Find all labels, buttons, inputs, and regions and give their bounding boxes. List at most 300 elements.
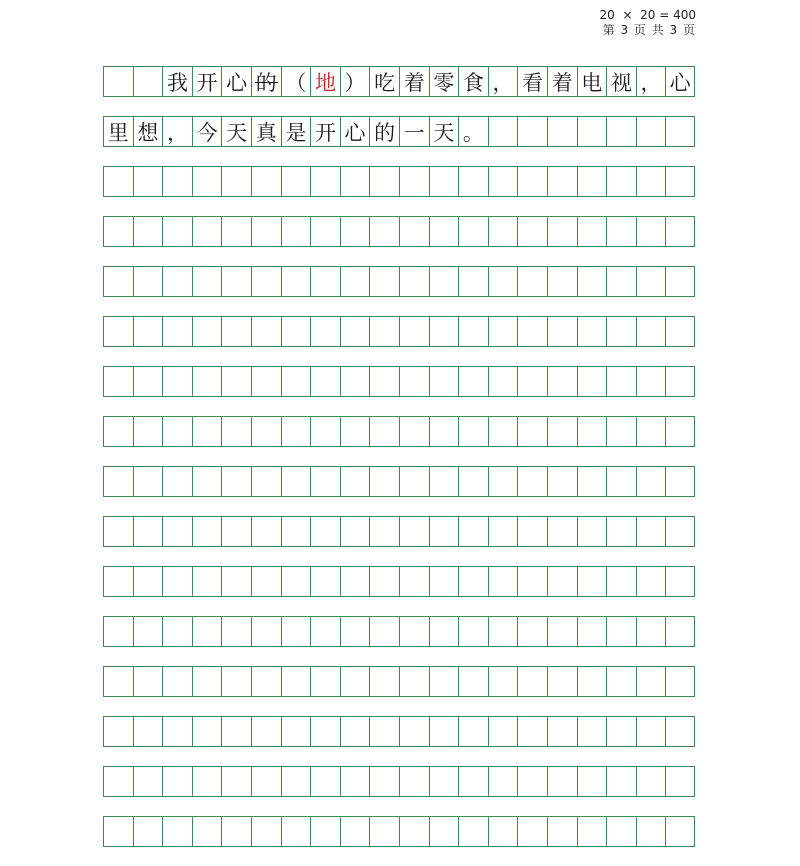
grid-cell <box>429 767 459 796</box>
grid-cell <box>192 767 222 796</box>
grid-cell <box>251 767 281 796</box>
grid-cell <box>429 167 459 196</box>
grid-cell <box>606 617 636 646</box>
grid-cell <box>310 417 340 446</box>
grid-cell <box>399 517 429 546</box>
grid-cell <box>133 167 163 196</box>
grid-cell <box>399 217 429 246</box>
grid-cell <box>577 167 607 196</box>
grid-cell <box>340 517 370 546</box>
grid-cell <box>340 467 370 496</box>
grid-cell <box>399 567 429 596</box>
grid-cell <box>547 467 577 496</box>
grid-cell <box>429 817 459 846</box>
grid-cell <box>458 567 488 596</box>
grid-cell <box>103 567 133 596</box>
grid-cell <box>488 817 518 846</box>
grid-cell <box>547 217 577 246</box>
grid-cell <box>221 717 251 746</box>
grid-cell <box>251 417 281 446</box>
grid-cell <box>192 517 222 546</box>
grid-cell <box>192 717 222 746</box>
grid-cell <box>517 667 547 696</box>
grid-cell: ， <box>488 67 518 96</box>
grid-cell <box>636 117 666 146</box>
grid-cell <box>429 467 459 496</box>
grid-cell <box>606 567 636 596</box>
grid-cell <box>517 367 547 396</box>
grid-cell <box>103 817 133 846</box>
grid-cell <box>488 617 518 646</box>
grid-cell <box>458 817 488 846</box>
grid-cell <box>221 417 251 446</box>
grid-cell <box>281 167 311 196</box>
writing-grid <box>103 66 695 866</box>
grid-cell: 想 <box>133 117 163 146</box>
grid-cell <box>488 317 518 346</box>
grid-cell <box>369 717 399 746</box>
grid-cell: 着 <box>547 67 577 96</box>
grid-cell <box>399 317 429 346</box>
grid-row <box>103 166 695 197</box>
grid-cell <box>251 217 281 246</box>
grid-cell <box>103 667 133 696</box>
grid-cell <box>340 317 370 346</box>
grid-cell <box>458 267 488 296</box>
grid-cell: 视 <box>606 67 636 96</box>
grid-cell <box>192 617 222 646</box>
grid-cell <box>429 517 459 546</box>
grid-cell <box>192 217 222 246</box>
grid-cell <box>636 217 666 246</box>
grid-cell <box>192 267 222 296</box>
grid-cell <box>162 567 192 596</box>
grid-cell <box>517 467 547 496</box>
grid-cell <box>281 567 311 596</box>
grid-cell <box>162 467 192 496</box>
grid-cell <box>310 667 340 696</box>
grid-cell <box>458 317 488 346</box>
grid-cell <box>517 767 547 796</box>
grid-cell <box>636 817 666 846</box>
grid-cell <box>547 567 577 596</box>
grid-cell <box>162 817 192 846</box>
grid-cell <box>103 517 133 546</box>
grid-cell <box>103 417 133 446</box>
grid-cell: 真 <box>251 117 281 146</box>
grid-cell <box>369 217 399 246</box>
grid-cell <box>488 167 518 196</box>
grid-cell <box>310 317 340 346</box>
grid-cell <box>281 617 311 646</box>
grid-cell <box>488 567 518 596</box>
grid-cell <box>340 217 370 246</box>
grid-cell <box>429 217 459 246</box>
grid-cell <box>606 467 636 496</box>
grid-cell: 天 <box>429 117 459 146</box>
grid-cell <box>340 367 370 396</box>
grid-cell: 一 <box>399 117 429 146</box>
grid-cell <box>162 167 192 196</box>
grid-cell <box>369 817 399 846</box>
grid-cell <box>133 317 163 346</box>
grid-cell <box>517 717 547 746</box>
grid-cell <box>488 117 518 146</box>
grid-cell <box>162 367 192 396</box>
grid-cell <box>310 467 340 496</box>
grid-cell <box>517 417 547 446</box>
grid-cell <box>636 267 666 296</box>
grid-cell <box>310 217 340 246</box>
grid-cell <box>103 617 133 646</box>
grid-cell <box>488 667 518 696</box>
grid-cell <box>340 417 370 446</box>
grid-cell <box>192 567 222 596</box>
grid-row <box>103 366 695 397</box>
grid-cell: 地 <box>310 67 340 96</box>
grid-cell <box>636 167 666 196</box>
grid-cell <box>133 817 163 846</box>
grid-row <box>103 466 695 497</box>
grid-cell <box>458 467 488 496</box>
grid-cell: 里 <box>103 117 133 146</box>
grid-cell <box>369 167 399 196</box>
grid-cell <box>636 467 666 496</box>
grid-cell <box>369 267 399 296</box>
grid-cell: 。 <box>458 117 488 146</box>
grid-cell <box>488 517 518 546</box>
grid-cell <box>429 367 459 396</box>
grid-cell <box>221 817 251 846</box>
grid-cell <box>665 617 695 646</box>
grid-cell <box>547 517 577 546</box>
grid-cell <box>577 667 607 696</box>
grid-cell <box>133 217 163 246</box>
grid-cell: 心 <box>340 117 370 146</box>
grid-cell <box>429 317 459 346</box>
grid-cell <box>577 517 607 546</box>
grid-cell <box>399 617 429 646</box>
grid-cell <box>577 317 607 346</box>
grid-cell <box>458 217 488 246</box>
grid-row <box>103 116 695 147</box>
grid-cell <box>399 467 429 496</box>
grid-cell <box>340 617 370 646</box>
grid-cell <box>133 267 163 296</box>
grid-cell <box>281 417 311 446</box>
grid-cell <box>103 317 133 346</box>
grid-cell <box>488 767 518 796</box>
grid-row <box>103 616 695 647</box>
grid-cell <box>251 167 281 196</box>
grid-cell <box>458 517 488 546</box>
grid-cell <box>162 317 192 346</box>
grid-cell <box>133 517 163 546</box>
grid-cell <box>517 267 547 296</box>
grid-cell <box>192 417 222 446</box>
grid-cell <box>577 817 607 846</box>
grid-cell <box>429 267 459 296</box>
grid-cell <box>251 617 281 646</box>
grid-cell <box>665 417 695 446</box>
grid-cell <box>192 367 222 396</box>
grid-cell: ） <box>340 67 370 96</box>
grid-cell <box>133 717 163 746</box>
grid-cell <box>162 667 192 696</box>
grid-cell: 食 <box>458 67 488 96</box>
grid-cell: 吃 <box>369 67 399 96</box>
grid-cell <box>577 767 607 796</box>
grid-cell <box>577 467 607 496</box>
grid-cell <box>340 717 370 746</box>
grid-cell <box>192 467 222 496</box>
grid-cell <box>103 367 133 396</box>
grid-cell <box>340 667 370 696</box>
page-header <box>600 8 696 38</box>
grid-cell <box>310 367 340 396</box>
grid-cell <box>547 367 577 396</box>
grid-cell <box>429 667 459 696</box>
grid-cell: 零 <box>429 67 459 96</box>
grid-cell <box>636 367 666 396</box>
grid-cell <box>517 817 547 846</box>
grid-cell <box>606 767 636 796</box>
grid-cell <box>577 717 607 746</box>
grid-cell <box>221 217 251 246</box>
grid-cell <box>221 517 251 546</box>
grid-cell <box>281 667 311 696</box>
grid-row <box>103 416 695 447</box>
grid-cell: 开 <box>310 117 340 146</box>
grid-cell <box>251 517 281 546</box>
grid-cell <box>103 167 133 196</box>
grid-cell <box>192 667 222 696</box>
grid-cell <box>221 567 251 596</box>
grid-cell <box>310 817 340 846</box>
grid-cell <box>251 567 281 596</box>
grid-cell <box>369 467 399 496</box>
grid-cell <box>281 217 311 246</box>
grid-cell <box>399 817 429 846</box>
grid-cell <box>665 667 695 696</box>
grid-cell <box>547 717 577 746</box>
grid-cell <box>547 117 577 146</box>
grid-cell <box>369 317 399 346</box>
grid-cell <box>665 517 695 546</box>
grid-cell <box>547 767 577 796</box>
grid-cell <box>458 617 488 646</box>
grid-cell <box>103 67 133 96</box>
grid-cell <box>606 217 636 246</box>
grid-cell <box>162 517 192 546</box>
grid-cell <box>399 667 429 696</box>
grid-cell <box>251 267 281 296</box>
grid-cell <box>665 367 695 396</box>
grid-cell <box>162 767 192 796</box>
grid-cell <box>488 367 518 396</box>
grid-cell <box>665 567 695 596</box>
grid-cell <box>133 617 163 646</box>
grid-cell: （ <box>281 67 311 96</box>
grid-cell: 今 <box>192 117 222 146</box>
grid-cell <box>369 517 399 546</box>
grid-cell <box>577 367 607 396</box>
grid-cell <box>636 317 666 346</box>
grid-cell <box>517 167 547 196</box>
grid-cell <box>488 417 518 446</box>
grid-cell <box>221 267 251 296</box>
grid-row <box>103 266 695 297</box>
grid-cell <box>310 267 340 296</box>
grid-cell <box>103 717 133 746</box>
grid-cell: ， <box>162 117 192 146</box>
grid-cell <box>577 217 607 246</box>
grid-cell <box>547 417 577 446</box>
grid-cell <box>636 717 666 746</box>
grid-cell <box>636 417 666 446</box>
grid-cell <box>547 267 577 296</box>
grid-cell: 开 <box>192 67 222 96</box>
grid-cell <box>369 367 399 396</box>
grid-row <box>103 716 695 747</box>
grid-cell <box>133 67 163 96</box>
grid-cell <box>606 267 636 296</box>
grid-cell <box>281 267 311 296</box>
grid-cell <box>577 417 607 446</box>
grid-row <box>103 766 695 797</box>
grid-cell <box>310 617 340 646</box>
grid-row <box>103 516 695 547</box>
grid-cell <box>517 217 547 246</box>
grid-cell <box>517 117 547 146</box>
grid-cell <box>162 217 192 246</box>
grid-cell <box>458 767 488 796</box>
grid-cell <box>133 767 163 796</box>
grid-cell <box>399 367 429 396</box>
grid-cell <box>251 367 281 396</box>
grid-cell <box>606 417 636 446</box>
grid-cell <box>429 717 459 746</box>
grid-cell <box>606 517 636 546</box>
grid-cell <box>133 417 163 446</box>
grid-cell <box>251 467 281 496</box>
grid-cell <box>458 367 488 396</box>
grid-cell <box>281 467 311 496</box>
grid-cell: 天 <box>221 117 251 146</box>
grid-row <box>103 216 695 247</box>
grid-cell <box>133 367 163 396</box>
character-count: 20 × 20 = 400 <box>599 8 696 22</box>
grid-cell <box>517 567 547 596</box>
grid-cell <box>636 617 666 646</box>
grid-cell <box>221 667 251 696</box>
grid-cell <box>458 717 488 746</box>
grid-cell: 的 <box>369 117 399 146</box>
grid-cell <box>429 417 459 446</box>
grid-cell <box>488 217 518 246</box>
grid-cell <box>547 617 577 646</box>
grid-cell <box>369 667 399 696</box>
grid-cell <box>133 667 163 696</box>
grid-cell <box>577 117 607 146</box>
grid-row <box>103 566 695 597</box>
grid-cell <box>251 667 281 696</box>
grid-cell <box>429 567 459 596</box>
grid-cell <box>606 317 636 346</box>
grid-cell <box>133 567 163 596</box>
grid-cell <box>636 517 666 546</box>
grid-cell <box>665 467 695 496</box>
grid-cell <box>606 117 636 146</box>
grid-cell <box>547 317 577 346</box>
grid-cell <box>517 517 547 546</box>
grid-cell <box>103 217 133 246</box>
grid-cell <box>488 467 518 496</box>
grid-cell <box>251 817 281 846</box>
grid-cell <box>103 467 133 496</box>
grid-cell <box>517 317 547 346</box>
grid-cell <box>192 167 222 196</box>
grid-cell <box>281 717 311 746</box>
grid-cell <box>251 317 281 346</box>
grid-cell: 心 <box>221 67 251 96</box>
grid-cell <box>606 367 636 396</box>
grid-row <box>103 316 695 347</box>
grid-cell <box>606 167 636 196</box>
grid-cell <box>103 267 133 296</box>
grid-cell <box>547 817 577 846</box>
grid-cell <box>281 317 311 346</box>
grid-cell <box>665 767 695 796</box>
grid-cell <box>162 717 192 746</box>
grid-cell <box>103 767 133 796</box>
grid-cell <box>577 567 607 596</box>
grid-cell <box>665 317 695 346</box>
grid-cell <box>221 167 251 196</box>
grid-cell <box>399 717 429 746</box>
grid-cell <box>340 567 370 596</box>
grid-cell <box>488 717 518 746</box>
grid-cell <box>458 167 488 196</box>
grid-cell <box>340 817 370 846</box>
grid-cell <box>399 767 429 796</box>
grid-cell <box>458 667 488 696</box>
grid-cell <box>665 167 695 196</box>
grid-cell <box>221 617 251 646</box>
grid-cell <box>281 767 311 796</box>
grid-row <box>103 666 695 697</box>
grid-cell <box>221 767 251 796</box>
grid-cell <box>162 417 192 446</box>
grid-cell <box>192 317 222 346</box>
grid-cell <box>310 567 340 596</box>
grid-cell <box>606 817 636 846</box>
grid-cell <box>665 817 695 846</box>
grid-cell: 电 <box>577 67 607 96</box>
grid-cell <box>665 117 695 146</box>
grid-cell <box>369 417 399 446</box>
grid-cell <box>221 317 251 346</box>
grid-cell <box>606 717 636 746</box>
grid-cell <box>281 817 311 846</box>
grid-cell <box>488 267 518 296</box>
grid-cell <box>636 667 666 696</box>
grid-cell <box>547 167 577 196</box>
grid-cell: 着 <box>399 67 429 96</box>
grid-cell: 的 <box>251 67 281 96</box>
grid-row <box>103 66 695 97</box>
grid-cell <box>310 167 340 196</box>
